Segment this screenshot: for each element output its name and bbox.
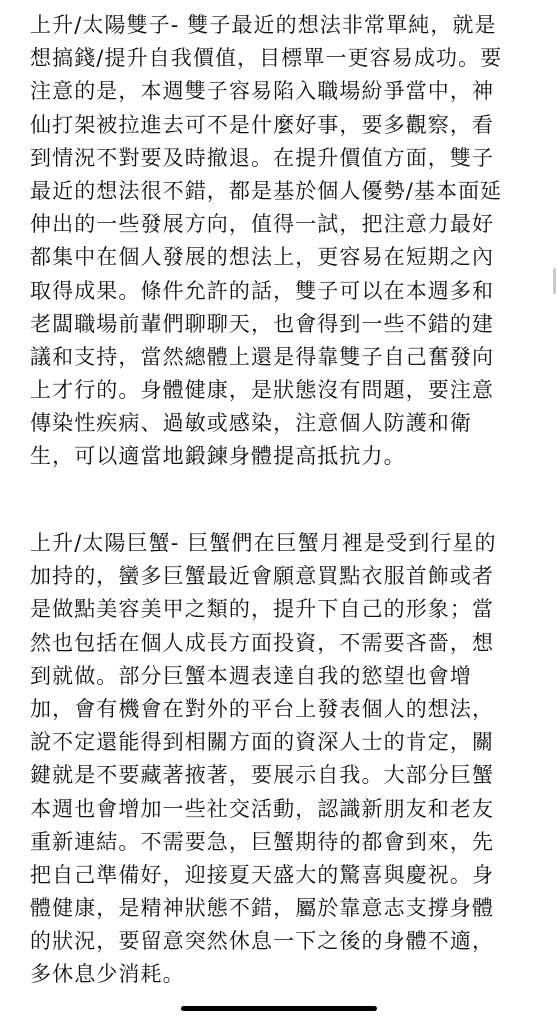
- text-line: 注意的是，本週雙子容易陷入職場紛爭當中，神: [30, 79, 495, 104]
- text-line: 上才行的。身體健康，是狀態沒有問題，要注意: [30, 378, 495, 403]
- home-indicator[interactable]: [181, 1006, 377, 1011]
- text-line: 的狀況，要留意突然休息一下之後的身體不適，: [30, 929, 495, 954]
- text-line: 都集中在個人發展的想法上，更容易在短期之內: [30, 245, 495, 270]
- text-line: 老闆職場前輩們聊聊天，也會得到一些不錯的建: [30, 311, 495, 336]
- text-line: 加，會有機會在對外的平台上發表個人的想法，: [30, 696, 495, 721]
- scroll-indicator[interactable]: [553, 268, 556, 294]
- text-line: 多休息少消耗。: [30, 962, 185, 987]
- text-line: 到情況不對要及時撤退。在提升價值方面，雙子: [30, 145, 495, 170]
- text-line: 議和支持，當然總體上還是得靠雙子自己奮發向: [30, 344, 495, 369]
- text-line: 生，可以適當地鍛鍊身體提高抵抗力。: [30, 444, 406, 469]
- text-line: 伸出的一些發展方向，值得一試，把注意力最好: [30, 212, 495, 237]
- text-line: 是做點美容美甲之類的，提升下自己的形象；當: [30, 597, 495, 622]
- text-line: 把自己準備好，迎接夏天盛大的驚喜與慶祝。身: [30, 862, 495, 887]
- text-line: 到就做。部分巨蟹本週表達自我的慾望也會增: [30, 663, 472, 688]
- text-line: 想搞錢/提升自我價值，目標單一更容易成功。要: [30, 46, 503, 71]
- text-line: 然也包括在個人成長方面投資，不需要吝嗇，想: [30, 630, 495, 655]
- text-line: 仙打架被拉進去可不是什麼好事，要多觀察，看: [30, 112, 495, 137]
- text-line: 加持的，蠻多巨蟹最近會願意買點衣服首飾或者: [30, 564, 495, 589]
- text-line: 說不定還能得到相關方面的資深人士的肯定，關: [30, 730, 495, 755]
- text-line: 上升/太陽巨蟹- 巨蟹們在巨蟹月裡是受到行星的: [30, 531, 497, 555]
- text-line: 本週也會增加一些社交活動，認識新朋友和老友: [30, 796, 495, 821]
- text-line: 鍵就是不要藏著掖著，要展示自我。大部分巨蟹: [30, 763, 495, 788]
- text-line: 體健康，是精神狀態不錯，屬於靠意志支撐身體: [30, 896, 495, 921]
- text-line: 重新連結。不需要急，巨蟹期待的都會到來，先: [30, 829, 495, 854]
- text-line: 最近的想法很不錯，都是基於個人優勢/基本面延: [30, 178, 503, 203]
- text-line: 取得成果。條件允許的話，雙子可以在本週多和: [30, 278, 495, 303]
- text-line: 上升/太陽雙子- 雙子最近的想法非常單純，就是: [30, 13, 497, 37]
- text-line: 傳染性疾病、過敏或感染，注意個人防護和衛: [30, 411, 472, 436]
- paragraph-cancer: [30, 527, 540, 992]
- paragraph-gemini: [30, 9, 540, 474]
